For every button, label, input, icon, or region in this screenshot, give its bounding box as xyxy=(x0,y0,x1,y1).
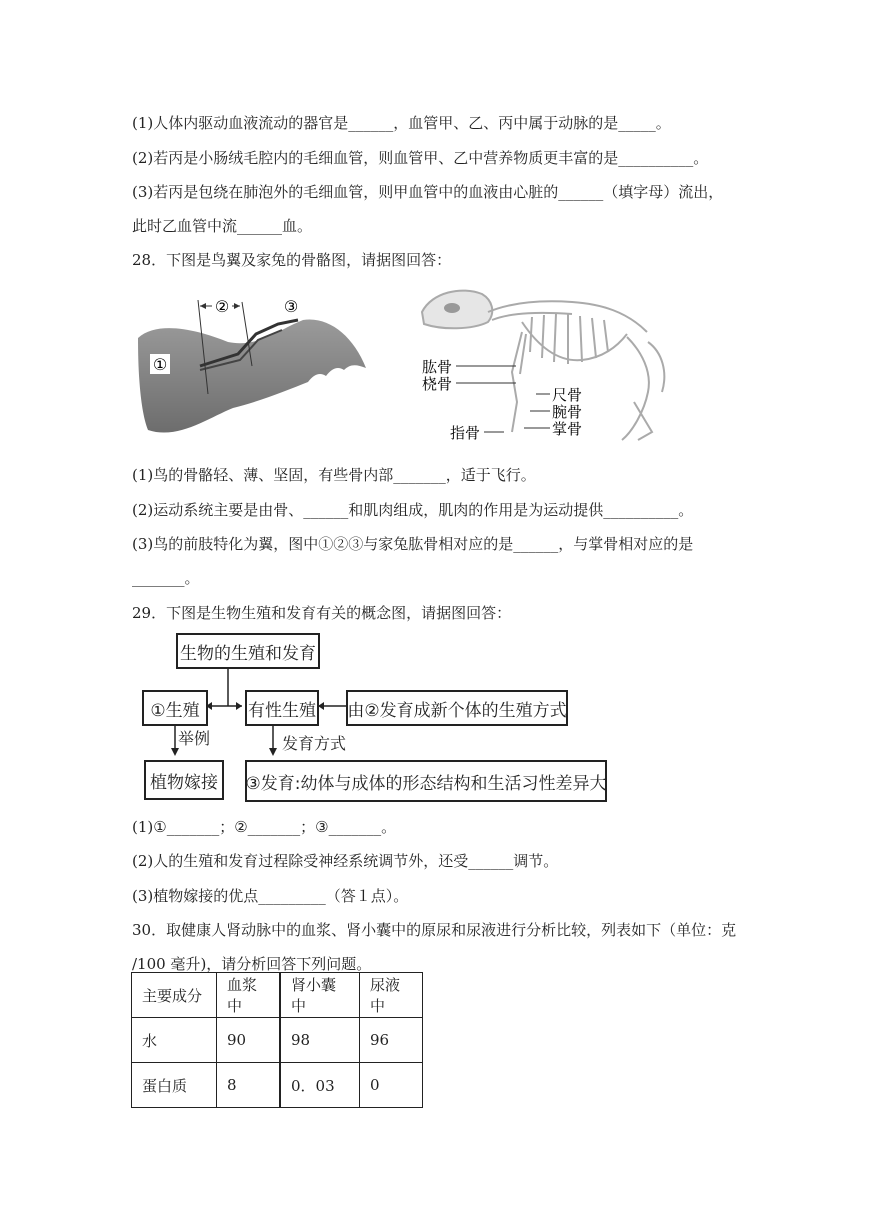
q27-sub2: (2)若丙是小肠绒毛腔内的毛细血管，则血管甲、乙中营养物质更丰富的是__________。 xyxy=(132,149,709,167)
table-header-cell: 血浆中 xyxy=(217,973,281,1018)
rabbit-label-metacarpal: 掌骨 xyxy=(552,420,583,438)
concept-arrows xyxy=(140,630,610,765)
concept-example-box: 植物嫁接 xyxy=(144,760,224,800)
q29-sub3: (3)植物嫁接的优点_________（答１点）。 xyxy=(132,887,409,905)
concept-dev-label: 发育方式 xyxy=(282,734,347,753)
table-header-cell: 主要成分 xyxy=(132,973,217,1018)
table-cell: 0．03 xyxy=(280,1063,360,1108)
table-cell: 蛋白质 xyxy=(132,1063,217,1108)
table-cell: 90 xyxy=(217,1018,281,1063)
table-cell: 0 xyxy=(360,1063,423,1108)
rabbit-skeleton-figure xyxy=(412,282,674,447)
concept-top-box: 生物的生殖和发育 xyxy=(176,633,320,669)
concept-right-box: 由②发育成新个体的生殖方式 xyxy=(346,690,568,726)
wing-mark-3: ③ xyxy=(283,297,299,316)
table-header-row xyxy=(132,973,423,1018)
bird-wing-figure xyxy=(138,290,370,440)
table-cell: 水 xyxy=(132,1018,217,1063)
q29-stem: 29．下图是生物生殖和发育有关的概念图，请据图回答： xyxy=(132,604,512,622)
rabbit-label-humerus: 肱骨 xyxy=(422,358,453,376)
q27-sub1: (1)人体内驱动血液流动的器官是______，血管甲、乙、丙中属于动脉的是_____。 xyxy=(132,114,671,132)
table-row xyxy=(132,1063,423,1108)
q28-sub1: (1)鸟的骨骼轻、薄、坚固，有些骨内部_______，适于飞行。 xyxy=(132,466,536,484)
q27-sub3b: 此时乙血管中流______血。 xyxy=(132,217,313,235)
q30-stem-a: 30．取健康人肾动脉中的血浆、肾小囊中的原尿和尿液进行分析比较，列表如下（单位：克 xyxy=(132,921,737,939)
wing-mark-1: ① xyxy=(152,355,168,374)
table-header-cell: 肾小囊中 xyxy=(280,973,360,1018)
rabbit-label-carpal: 腕骨 xyxy=(552,403,583,421)
q30-stem-b: /100 毫升)，请分析回答下列问题。 xyxy=(132,955,372,973)
table-row xyxy=(132,1018,423,1063)
rabbit-label-phalange: 指骨 xyxy=(450,424,481,442)
q28-stem: 28．下图是鸟翼及家兔的骨骼图，请据图回答： xyxy=(132,251,452,269)
concept-center-box: 有性生殖 xyxy=(245,690,319,726)
q28-sub2: (2)运动系统主要是由骨、______和肌肉组成，肌肉的作用是为运动提供__________。 xyxy=(132,501,694,519)
table-cell: 96 xyxy=(360,1018,423,1063)
table-cell: 8 xyxy=(217,1063,281,1108)
composition-table xyxy=(131,972,423,1108)
q27-sub3a: (3)若丙是包绕在肺泡外的毛细血管，则甲血管中的血液由心脏的______（填字母）流出， xyxy=(132,183,724,201)
q28-sub3b: _______。 xyxy=(132,569,200,587)
concept-left-box: ①生殖 xyxy=(142,690,208,726)
wing-mark-2: ② xyxy=(214,297,230,316)
table-header-cell: 尿液中 xyxy=(360,973,423,1018)
rabbit-label-ulna: 尺骨 xyxy=(552,386,583,404)
rabbit-label-radius: 桡骨 xyxy=(422,375,453,393)
q29-sub1: (1)①_______；②_______；③_______。 xyxy=(132,818,397,836)
table-cell: 98 xyxy=(280,1018,360,1063)
concept-dev-box: ③发育:幼体与成体的形态结构和生活习性差异大 xyxy=(245,760,607,802)
concept-example-label: 举例 xyxy=(178,729,211,748)
q29-sub2: (2)人的生殖和发育过程除受神经系统调节外，还受______调节。 xyxy=(132,852,559,870)
q28-sub3a: (3)鸟的前肢特化为翼，图中①②③与家兔肱骨相对应的是______，与掌骨相对应的是 xyxy=(132,535,694,553)
